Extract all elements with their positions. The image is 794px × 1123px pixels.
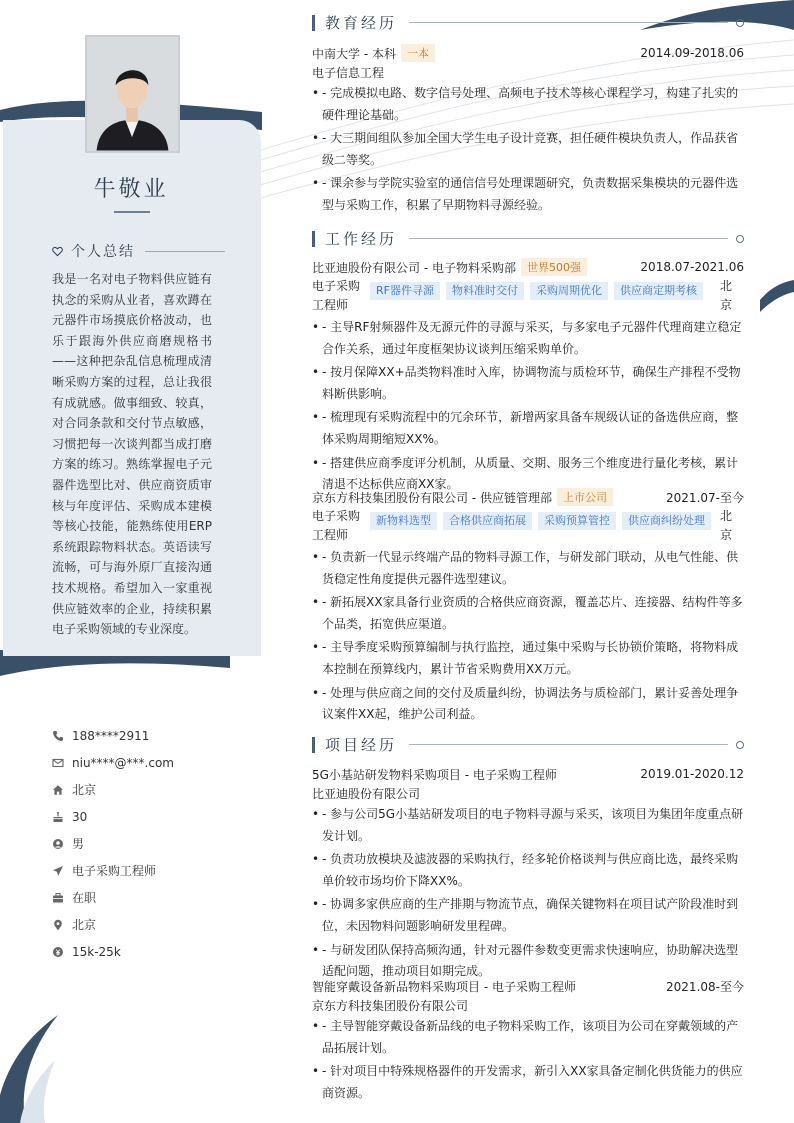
project-header-row <box>312 764 744 784</box>
job-date: 2021.07-至今 <box>666 490 744 505</box>
job-role: 电子采购工程师 <box>312 509 361 542</box>
mail-icon <box>52 757 64 769</box>
job-header-row <box>312 257 744 277</box>
section-divider <box>409 238 728 239</box>
contact-text: 北京 <box>72 783 97 797</box>
contact-salary <box>52 938 174 965</box>
work-heading <box>312 228 744 249</box>
contact-residence <box>52 776 174 803</box>
circle-icon <box>736 235 744 243</box>
list-item: • - 按月保障XX+品类物料准时入库，协调物流与质检环节，确保生产排程不受物料断供影响。 <box>312 362 744 405</box>
list-item: • - 负责功放模块及滤波器的采购执行，经多轮价格谈判与供应商比选，最终采购单价较市场均价下降XX%。 <box>312 849 744 892</box>
skill-tag: 采购周期优化 <box>530 282 608 300</box>
summary-title: 个人总结 <box>71 244 135 260</box>
project-header-row <box>312 976 744 996</box>
contact-text: 北京 <box>72 918 97 932</box>
list-item: • - 主导季度采购预算编制与执行监控，通过集中采购与长协锁价策略，将物料成本控制在预算线内，累计节省采购费用XX万元。 <box>312 637 744 680</box>
skill-tags <box>370 282 703 317</box>
education-date: 2014.09-2018.06 <box>640 46 744 60</box>
company-badge: 上市公司 <box>557 488 613 506</box>
summary-divider <box>145 251 225 252</box>
list-item: • - 主导RF射频器件及无源元件的寻源与采买，与多家电子元器件代理商建立稳定合作关系，通过年度框架协议谈判压缩采购单价。 <box>312 317 744 360</box>
school-name: 中南大学 - 本科 <box>312 46 396 61</box>
project-date: 2019.01-2020.12 <box>640 767 744 781</box>
list-item: • - 主导智能穿戴设备新品线的电子物料采购工作，该项目为公司在穿戴领域的产品拓展计划。 <box>312 1016 744 1059</box>
list-item: • - 新拓展XX家具备行业资质的合格供应商资源，覆盖芯片、连接器、结构件等多个品类，拓宽供应渠道。 <box>312 592 744 635</box>
skill-tags <box>370 512 711 547</box>
contact-phone <box>52 722 174 749</box>
skill-tag: 合格供应商拓展 <box>443 512 532 530</box>
projects-heading <box>312 734 744 755</box>
job-role-row <box>312 277 744 317</box>
section-title: 项目经历 <box>325 736 398 754</box>
project-bullets <box>312 804 744 983</box>
cake-icon <box>52 811 64 823</box>
job-city: 北京 <box>720 279 733 312</box>
skill-tag: 采购预算管控 <box>538 512 616 530</box>
list-item: • - 协调多家供应商的生产排期与物流节点，确保关键物料在项目试产阶段准时到位，未因物料问题影响研发里程碑。 <box>312 894 744 937</box>
contact-email <box>52 749 174 776</box>
list-item: • - 参与公司5G小基站研发项目的电子物料寻源与采买，该项目为集团年度重点研发计划。 <box>312 804 744 847</box>
contact-city <box>52 911 174 938</box>
job-role-row <box>312 507 744 547</box>
avatar-icon <box>87 37 178 151</box>
contact-text: 30 <box>72 809 88 824</box>
skill-tag: 供应商纠纷处理 <box>622 512 711 530</box>
contact-text: 188****2911 <box>72 728 150 743</box>
home-icon <box>52 784 64 796</box>
project-entry <box>312 976 744 1106</box>
list-item: • - 与研发团队保持高频沟通，针对元器件参数变更需求快速响应，协助解决选型适配问题，推动项目如期完成。 <box>312 940 744 983</box>
project-entry <box>312 764 744 985</box>
skill-tag: 新物料选型 <box>370 512 437 530</box>
major: 电子信息工程 <box>312 66 385 80</box>
project-date: 2021.08-至今 <box>666 979 744 994</box>
company-badge: 世界500强 <box>521 258 587 276</box>
list-item: • - 针对项目中特殊规格器件的开发需求，新引入XX家具备定制化供货能力的供应商资源。 <box>312 1061 744 1104</box>
education-heading <box>312 12 744 33</box>
job-bullets <box>312 547 744 726</box>
contact-position <box>52 857 174 884</box>
job-entry <box>312 487 744 728</box>
send-icon <box>52 865 64 877</box>
education-bullets <box>312 83 744 217</box>
list-item: • - 梳理现有采购流程中的冗余环节，新增两家具备车规级认证的备选供应商，整体采购周期缩短XX%。 <box>312 407 744 450</box>
education-entry <box>312 43 744 219</box>
contact-text: 电子采购工程师 <box>72 864 157 878</box>
job-bullets <box>312 317 744 496</box>
contact-age <box>52 803 174 830</box>
contact-text: niu****@***.com <box>72 755 174 770</box>
list-item: • - 课余参与学院实验室的通信信号处理课题研究，负责数据采集模块的元器件选型与采购工作，积累了早期物料寻源经验。 <box>312 173 744 216</box>
skill-tag: 物料准时交付 <box>446 282 524 300</box>
list-item: • - 负责新一代显示终端产品的物料寻源工作，与研发部门联动，从电气性能、供货稳定性角度提供元器件选型建议。 <box>312 547 744 590</box>
contact-text: 15k-25k <box>72 944 121 959</box>
section-bar <box>312 737 315 753</box>
heart-icon <box>52 246 63 257</box>
gender-icon <box>52 838 64 850</box>
summary-heading <box>52 241 225 261</box>
list-item: • - 处理与供应商之间的交付及质量纠纷，协调法务与质检部门，累计妥善处理争议案件XX起，维护公司利益。 <box>312 683 744 726</box>
list-item: • - 搭建供应商季度评分机制，从质量、交期、服务三个维度进行量化考核，累计清退不达标供应商XX家。 <box>312 453 744 496</box>
job-header-row <box>312 487 744 507</box>
sidebar <box>0 0 262 1123</box>
project-company: 比亚迪股份有限公司 <box>312 787 421 801</box>
section-title: 工作经历 <box>325 230 398 248</box>
circle-icon <box>736 19 744 27</box>
briefcase-icon <box>52 892 64 904</box>
profile-photo <box>85 35 180 153</box>
job-city: 北京 <box>720 509 733 542</box>
location-icon <box>52 919 64 931</box>
phone-icon <box>52 730 64 742</box>
skill-tag: RF器件寻源 <box>370 282 440 300</box>
section-divider <box>409 744 728 745</box>
section-title: 教育经历 <box>325 14 398 32</box>
section-bar <box>312 15 315 31</box>
name-underline <box>114 211 150 213</box>
job-entry <box>312 257 744 498</box>
company-name: 比亚迪股份有限公司 - 电子物料采购部 <box>312 260 516 275</box>
skill-tag: 供应商定期考核 <box>614 282 703 300</box>
job-role: 电子采购工程师 <box>312 279 361 312</box>
company-name: 京东方科技集团股份有限公司 - 供应链管理部 <box>312 490 552 505</box>
education-header-row <box>312 43 744 63</box>
contact-text: 在职 <box>72 891 97 905</box>
contact-text: 男 <box>72 837 85 851</box>
person-name: 牛敬业 <box>93 177 169 202</box>
salary-icon <box>52 946 64 958</box>
school-badge: 一本 <box>401 44 435 62</box>
circle-icon <box>736 741 744 749</box>
list-item: • - 大三期间组队参加全国大学生电子设计竞赛，担任硬件模块负责人，作品获省级二等奖。 <box>312 128 744 171</box>
list-item: • - 完成模拟电路、数字信号处理、高频电子技术等核心课程学习，构建了扎实的硬件理论基础。 <box>312 83 744 126</box>
project-bullets <box>312 1016 744 1104</box>
section-bar <box>312 231 315 247</box>
contact-gender <box>52 830 174 857</box>
contact-list <box>52 722 174 965</box>
contact-status <box>52 884 174 911</box>
summary-text: 我是一名对电子物料供应链有执念的采购从业者，喜欢蹲在元器件市场摸底价格波动，也乐于跟海外供应商磨规格书——这种把杂乱信息梳理成清晰采购方案的过程，总让我很有成就感。做事细致、较真，对合同条款和交付节点敏感，习惯把每一次谈判都当成打磨方案的练习。熟练掌握电子元器件选型比对、供应商资质审核与年度评估、采购成本建模等核心技能，能熟练使用ERP系统跟踪物料状态。英语读写流畅，可与海外原厂直接沟通技术规格。希望加入一家重视供应链效率的企业，持续积累电子采购领域的专业深度。 <box>52 272 212 637</box>
job-date: 2018.07-2021.06 <box>640 260 744 274</box>
project-name: 5G小基站研发物料采购项目 - 电子采购工程师 <box>312 767 557 782</box>
project-company: 京东方科技集团股份有限公司 <box>312 999 469 1013</box>
section-divider <box>409 22 728 23</box>
project-name: 智能穿戴设备新品物料采购项目 - 电子采购工程师 <box>312 979 576 994</box>
